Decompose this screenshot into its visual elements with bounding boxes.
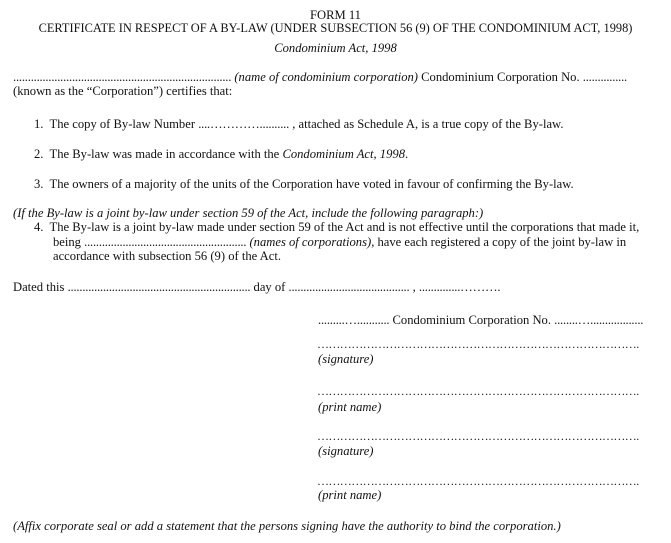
signature-corp-line <box>318 313 643 328</box>
signature-corp-no-blank[interactable]: ........….................. <box>554 313 644 327</box>
item-2-act: Condominium Act, 1998 <box>282 147 405 161</box>
dated-label: Dated this <box>13 280 65 294</box>
day-of-label: day of <box>253 280 286 294</box>
known-as-line: (known as the “Corporation”) certifies that: <box>13 84 233 98</box>
comma: , <box>412 280 416 294</box>
item-number: 3. <box>34 177 44 191</box>
corporations-names-blank[interactable]: ....................................................... <box>84 235 247 249</box>
signature-2-label: (signature) <box>318 444 374 458</box>
joint-bylaw-note: (If the By-law is a joint by-law under section 59 of the Act, include the following paragraph:) <box>13 206 484 220</box>
corporation-name-hint: (name of condominium corporation) <box>234 70 418 84</box>
act-subtitle: Condominium Act, 1998 <box>274 41 397 55</box>
signature-1-label: (signature) <box>318 352 374 366</box>
item-number: 1. <box>34 117 44 131</box>
dated-line <box>13 280 500 295</box>
item-4-line-2-end: , have each registered a copy of the joint by-law in <box>371 235 627 249</box>
print-name-1-label: (print name) <box>318 400 382 414</box>
being-label: being <box>53 235 81 249</box>
item-1-text: The copy of By-law Number <box>49 117 196 131</box>
print-name-1-blank[interactable]: …………………………………………………………………………. <box>317 384 639 398</box>
item-2-text: The By-law was made in accordance with the <box>49 147 280 161</box>
signature-2-blank[interactable]: …………………………………………………………………………. <box>317 429 639 443</box>
corporation-name-blank[interactable]: .......................................................................... <box>13 70 232 84</box>
item-3-text: The owners of a majority of the units of the Corporation have voted in favour of confirming the By-law. <box>49 177 574 191</box>
month-blank[interactable]: ......................................... <box>288 280 410 294</box>
item-number: 2. <box>34 147 44 161</box>
signature-corp-name-blank[interactable]: .........…........... <box>318 313 390 327</box>
item-4 <box>34 220 639 235</box>
year-blank[interactable]: ..............………. <box>418 280 501 294</box>
corp-no-blank[interactable]: ............... <box>582 70 627 84</box>
item-1 <box>34 117 563 132</box>
form-number: FORM 11 <box>310 8 361 22</box>
corporations-names-hint: (names of corporations) <box>249 235 372 249</box>
item-4-line-2 <box>53 235 626 250</box>
corp-no-label: Condominium Corporation No. <box>421 70 580 84</box>
item-4-line-3: accordance with subsection 56 (9) of the Act. <box>53 249 282 263</box>
corporate-seal-note: (Affix corporate seal or add a statement that the persons signing have the authority to bind the corporation.) <box>13 519 561 533</box>
item-3 <box>34 177 574 192</box>
item-number: 4. <box>34 220 44 234</box>
day-blank[interactable]: .............................................................. <box>67 280 251 294</box>
item-2 <box>34 147 408 162</box>
item-2-period: . <box>405 147 409 161</box>
signature-1-blank[interactable]: …………………………………………………………………………. <box>317 337 639 351</box>
intro-line <box>13 70 627 85</box>
print-name-2-label: (print name) <box>318 488 382 502</box>
bylaw-number-blank[interactable]: ....………….......... <box>198 117 290 131</box>
form-title: CERTIFICATE IN RESPECT OF A BY-LAW (UNDER SUBSECTION 56 (9) OF THE CONDOMINIUM ACT, 1998) <box>38 21 633 35</box>
signature-corp-label: Condominium Corporation No. <box>392 313 551 327</box>
item-1-text-end: , attached as Schedule A, is a true copy of the By-law. <box>292 117 564 131</box>
print-name-2-blank[interactable]: …………………………………………………………………………. <box>317 474 639 488</box>
item-4-line-1: The By-law is a joint by-law made under section 59 of the Act and is not effective until the corporations that made it, <box>49 220 640 234</box>
